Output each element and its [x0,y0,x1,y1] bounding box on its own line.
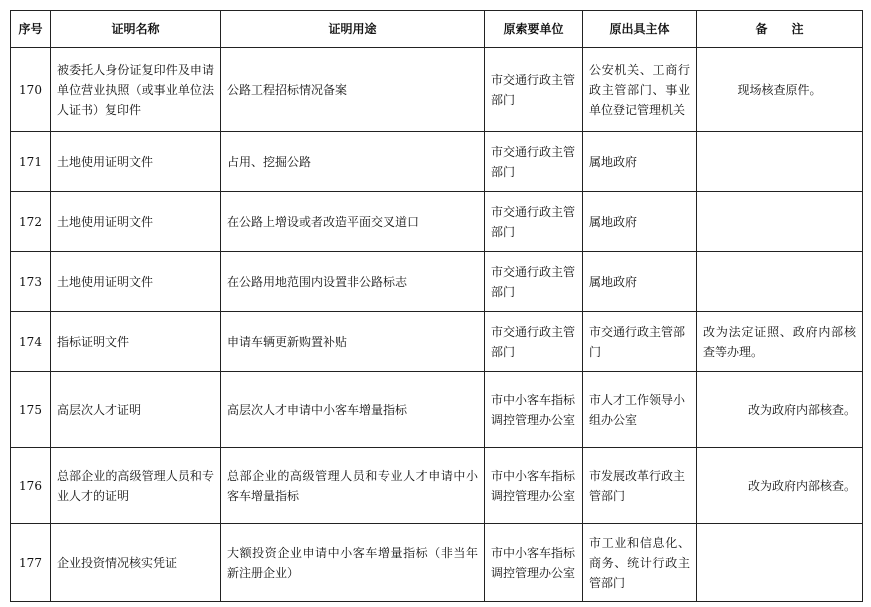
seq-cell: 174 [11,312,51,372]
table-row [11,448,863,524]
usage-cell: 申请车辆更新购置补贴 [221,312,485,372]
seq-cell: 177 [11,524,51,602]
usage-cell: 占用、挖掘公路 [221,132,485,192]
issuer-cell: 属地政府 [583,132,697,192]
issuer-cell: 公安机关、工商行政主管部门、事业单位登记管理机关 [583,48,697,132]
issuer-cell: 市交通行政主管部门 [583,312,697,372]
usage-cell: 高层次人才申请中小客车增量指标 [221,372,485,448]
note-cell [697,524,863,602]
requester-cell: 市中小客车指标调控管理办公室 [485,372,583,448]
seq-cell: 173 [11,252,51,312]
table-row [11,192,863,252]
header-requester: 原索要单位 [485,11,583,48]
requester-cell: 市交通行政主管部门 [485,48,583,132]
table-row [11,48,863,132]
usage-cell: 公路工程招标情况备案 [221,48,485,132]
seq-cell: 175 [11,372,51,448]
note-cell: 改为政府内部核查。 [697,448,863,524]
issuer-cell: 属地政府 [583,252,697,312]
note-cell: 现场核查原件。 [697,48,863,132]
issuer-cell: 属地政府 [583,192,697,252]
seq-cell: 176 [11,448,51,524]
name-cell: 土地使用证明文件 [51,252,221,312]
table-row [11,524,863,602]
header-issuer: 原出具主体 [583,11,697,48]
certificate-table [10,10,863,602]
requester-cell: 市中小客车指标调控管理办公室 [485,524,583,602]
issuer-cell: 市工业和信息化、商务、统计行政主管部门 [583,524,697,602]
name-cell: 高层次人才证明 [51,372,221,448]
usage-cell: 在公路上增设或者改造平面交叉道口 [221,192,485,252]
requester-cell: 市交通行政主管部门 [485,192,583,252]
issuer-cell: 市发展改革行政主管部门 [583,448,697,524]
seq-cell: 170 [11,48,51,132]
name-cell: 总部企业的高级管理人员和专业人才的证明 [51,448,221,524]
note-cell [697,252,863,312]
note-cell: 改为法定证照、政府内部核查等办理。 [697,312,863,372]
note-cell [697,192,863,252]
table-row [11,372,863,448]
header-usage: 证明用途 [221,11,485,48]
requester-cell: 市交通行政主管部门 [485,252,583,312]
note-cell [697,132,863,192]
table-row [11,312,863,372]
seq-cell: 171 [11,132,51,192]
name-cell: 指标证明文件 [51,312,221,372]
header-name: 证明名称 [51,11,221,48]
requester-cell: 市交通行政主管部门 [485,132,583,192]
usage-cell: 大额投资企业申请中小客车增量指标（非当年新注册企业） [221,524,485,602]
note-cell: 改为政府内部核查。 [697,372,863,448]
table-row [11,252,863,312]
usage-cell: 总部企业的高级管理人员和专业人才申请中小客车增量指标 [221,448,485,524]
seq-cell: 172 [11,192,51,252]
header-note: 备 注 [697,11,863,48]
header-seq: 序号 [11,11,51,48]
issuer-cell: 市人才工作领导小组办公室 [583,372,697,448]
name-cell: 土地使用证明文件 [51,192,221,252]
usage-cell: 在公路用地范围内设置非公路标志 [221,252,485,312]
name-cell: 被委托人身份证复印件及申请单位营业执照（或事业单位法人证书）复印件 [51,48,221,132]
name-cell: 企业投资情况核实凭证 [51,524,221,602]
requester-cell: 市交通行政主管部门 [485,312,583,372]
requester-cell: 市中小客车指标调控管理办公室 [485,448,583,524]
name-cell: 土地使用证明文件 [51,132,221,192]
header-row [11,11,863,48]
table-row [11,132,863,192]
